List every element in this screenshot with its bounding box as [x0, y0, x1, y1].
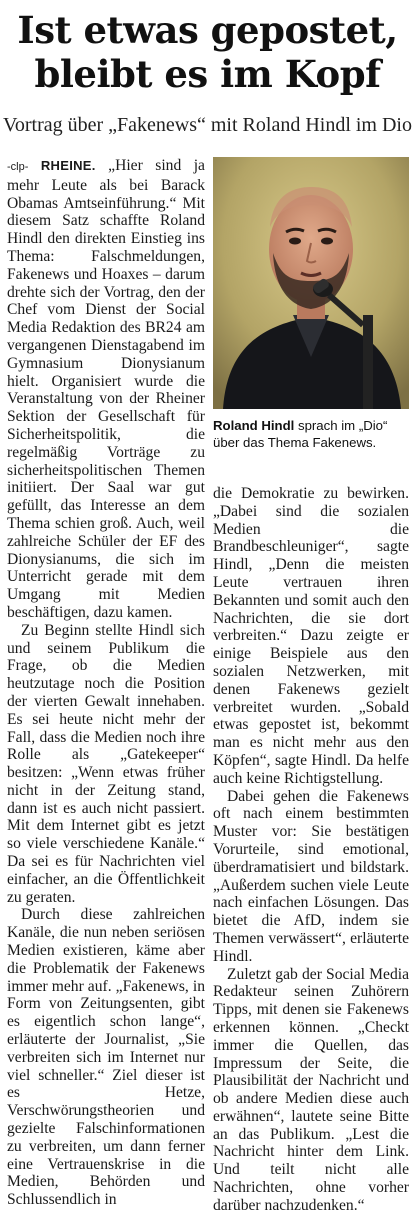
paragraph-2: Zu Beginn stellte Hindl sich und seinem Publikum die Frage, ob die Medien heutzutage noch die Position der vierten Gewalt innehaben. Es sei heute nicht mehr der Fall, dass die Medien noch ihre Rolle als „Gatekeeper“ besitzen: „Wenn etwas früher nicht in der Zeitung stand, dann ist es auch nicht passiert. Mit dem Internet gibt es jetzt so viele verschiedene Kanäle.“ Da sei es für Nachrichten viel einfacher, an die Öffentlichkeit zu geraten. — [7, 621, 205, 906]
article-column-1 — [7, 157, 205, 1209]
paragraph-3: Durch diese zahlreichen Kanäle, die nun neben seriösen Medien existieren, käme aber die Problematik der Fakenews immer mehr auf. „Fakenews, in Form von Zeitungsenten, gibt es eigentlich schon lange“, erläuterte der Journalist, „Sie verbreiten sich im Internet nur viel schneller.“ Ziel dieser ist es Hetze, Verschwörungstheorien und gezielte Falschinformationen zu verbreiten, um dann ferner eine Vertrauenskrise in die Medien, Behörden und Schlussendlich in — [7, 906, 205, 1209]
article-column-2 — [213, 485, 409, 1215]
author-kurzel: -clp- — [7, 161, 29, 173]
paragraph-4: die Demokratie zu bewirken. „Dabei sind die sozialen Medien die Brandbeschleuniger“, sagte Hindl, „Denn die meisten Leute vertrauen ihren Bekannten und somit auch den Nachrichten, die sie dort verbreiten.“ Dazu zeigte er einige Beispiele aus den sozialen Netzwerken, mit denen Fakenews gezielt verbreitet wurden. „Sobald etwas gepostet ist, bekommt man es nicht mehr aus den Köpfen“, sagte Hindl. Da helfe auch keine Richtigstellung. — [213, 485, 409, 787]
article-subheadline: Vortrag über „Fakenews“ mit Roland Hindl im Dio — [2, 114, 412, 136]
paragraph-5: Dabei gehen die Fakenews oft nach einem bestimmten Muster vor: Sie bestätigen Vorurteile, sind emotional, überdramatisiert und bildstark. „Außerdem suchen viele Leute nach einfachen Lösungen. Das bietet die AfD, indem sie Themen verwässert“, erläuterte Hindl. — [213, 787, 409, 965]
paragraph-1-text: „Hier sind ja mehr Leute als bei Barack Obamas Amtseinführung.“ Mit diesem Satz schaffte Roland Hindl den direkten Einstieg ins Thema: Falschmeldungen, Fakenews und Hoaxes – darum drehte sich der Vortrag, den der Chef vom Dienst der Social Media Redaktion des BR24 am vergangenen Dienstagabend im Gymnasium Dionysianum hielt. Organisiert wurde die Veranstaltung von der Rheiner Sektion der Gesellschaft für Sicherheitspolitik, die regelmäßig Vorträge zu sicherheitspolitischen Themen initiiert. Der Saal war gut gefüllt, das Interesse an dem Thema schien groß. Auch, weil zahlreiche Schüler der EF des Dionysianums, die sich im Unterricht gerade mit dem Umgang mit Medien beschäftigen, dazu kamen. — [7, 157, 205, 621]
headline-line-1: Ist etwas gepostet, — [17, 8, 398, 52]
article-headline — [0, 8, 415, 96]
photo-caption — [213, 417, 409, 451]
speaker-photo — [213, 157, 409, 409]
paragraph-6: Zuletzt gab der Social Media Redakteur seinen Zuhörern Tipps, mit denen sie Fakenews erkennen können. „Checkt immer die Quellen, das Impressum der Seite, die Plausibilität der Nachricht und ob andere Medien diese auch erwähnen“, lautete seine Bitte an das Publikum. „Lest die Nachricht hinter dem Link. Und teilt nicht alle Nachrichten, ohne vorher darüber nachzudenken.“ — [213, 965, 409, 1214]
caption-text: sprach im „Dio“ über das Thema Fakenews. — [213, 418, 388, 450]
dateline: RHEINE. — [40, 158, 96, 173]
paragraph-1 — [7, 157, 205, 622]
caption-name: Roland Hindl — [213, 418, 295, 433]
headline-line-2: bleibt es im Kopf — [34, 52, 381, 96]
